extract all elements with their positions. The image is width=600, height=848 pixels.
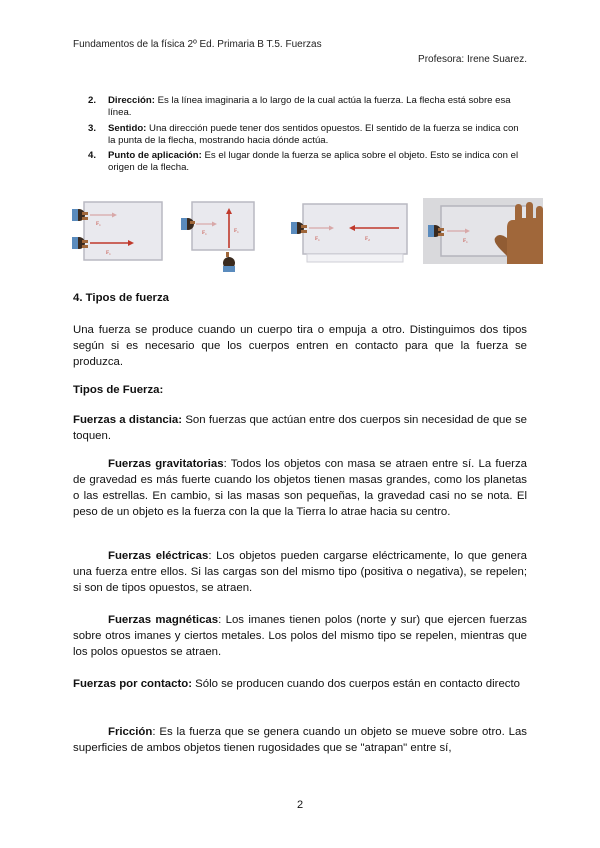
force-label: F₁ — [106, 250, 111, 256]
term: Fricción — [108, 726, 153, 738]
person-icon — [223, 252, 235, 272]
figure-opposite-forces — [289, 198, 409, 264]
definition: Son fuerzas que actúan entre dos cuerpos sin necesidad de que se toquen. — [73, 414, 527, 442]
list-item — [88, 150, 528, 175]
term: Fuerzas a distancia: — [73, 414, 183, 426]
list-item — [88, 95, 528, 120]
definition: : Es la fuerza que se genera cuando un objeto se mueve sobre otro. Las superficies de ambos objetos tienen rugosidades que se "atrapan" entre sí, — [73, 726, 527, 754]
figure-two-pushers — [70, 198, 164, 264]
list-text: Es la línea imaginaria a lo largo de la cual actúa la fuerza. La flecha está sobre esa línea. — [108, 95, 511, 119]
box-illustration — [84, 202, 162, 260]
figure-perpendicular-forces — [180, 198, 258, 274]
list-text: Una dirección puede tener dos sentidos opuestos. El sentido de la fuerza se indica con la punta de la flecha, mostrando hacia dónde actúa. — [108, 122, 519, 146]
properties-list — [88, 95, 528, 178]
list-number: 3. — [88, 122, 97, 134]
intro-paragraph: Una fuerza se produce cuando un cuerpo tira o empuja a otro. Distinguimos dos tipos según si es necesario que los cuerpos entren en contacto para que la fuerza se produzca. — [73, 324, 527, 368]
page-number: 2 — [296, 799, 304, 811]
force-label: F₁ — [202, 230, 207, 236]
list-number: 4. — [88, 150, 97, 162]
list-number: 2. — [88, 95, 97, 106]
list-term: Punto de aplicación: — [108, 150, 202, 162]
term: Fuerzas gravitatorias — [108, 458, 224, 470]
force-label: F₁ — [234, 228, 239, 234]
force-label: F₁ — [96, 221, 101, 227]
list-term: Dirección: — [108, 95, 155, 106]
definition: : Todos los objetos con masa se atraen entre sí. La fuerza de gravedad es más fuerte cuando los objetos tienen masas grandes, como los planetas o las estrellas. En cambio, si las masas son pequeñas, la gravedad casi no se nota. El peso de un objeto es la fuerza con la que la Tierra lo atrae hacia su centro. — [73, 458, 527, 518]
header-right: Profesora: Irene Suarez. — [418, 54, 527, 65]
box-illustration — [192, 202, 254, 250]
electric-paragraph — [73, 548, 527, 596]
force-label: F₂ — [365, 236, 370, 242]
magnetic-paragraph — [73, 612, 527, 660]
gravitational-paragraph — [73, 456, 527, 520]
section-heading: 4. Tipos de fuerza — [73, 292, 170, 304]
subheading: Tipos de Fuerza: — [73, 384, 164, 396]
definition: : Los objetos pueden cargarse eléctricamente, lo que genera una fuerza entre ellos. Si las cargas son del mismo tipo (positiva o negativa), se repelen; si son de tipos opuestos, se atraen. — [73, 550, 528, 594]
friction-paragraph — [73, 724, 527, 756]
figure-hand-stop — [423, 198, 543, 264]
force-label: F₁ — [315, 236, 320, 242]
list-term: Sentido: — [108, 122, 147, 134]
force-label: F₁ — [463, 238, 468, 244]
term: Fuerzas magnéticas — [108, 614, 219, 626]
definition: Sólo se producen cuando dos cuerpos están en contacto directo — [191, 678, 520, 690]
header-left: Fundamentos de la física 2º Ed. Primaria B T.5. Fuerzas — [73, 39, 322, 50]
definition: : Los imanes tienen polos (norte y sur) que ejercen fuerzas sobre otros imanes y ciertos metales. Los polos del mismo tipo se repelen, mientras que los polos opuestos se atraen. — [73, 614, 528, 658]
list-item — [88, 123, 528, 148]
contact-forces-paragraph — [73, 676, 527, 692]
distance-forces-paragraph — [73, 412, 527, 444]
list-text: Es el lugar donde la fuerza se aplica sobre el objeto. Esto se indica con el origen de la flecha. — [108, 150, 519, 174]
term: Fuerzas eléctricas — [108, 550, 209, 562]
term: Fuerzas por contacto: — [73, 678, 192, 690]
